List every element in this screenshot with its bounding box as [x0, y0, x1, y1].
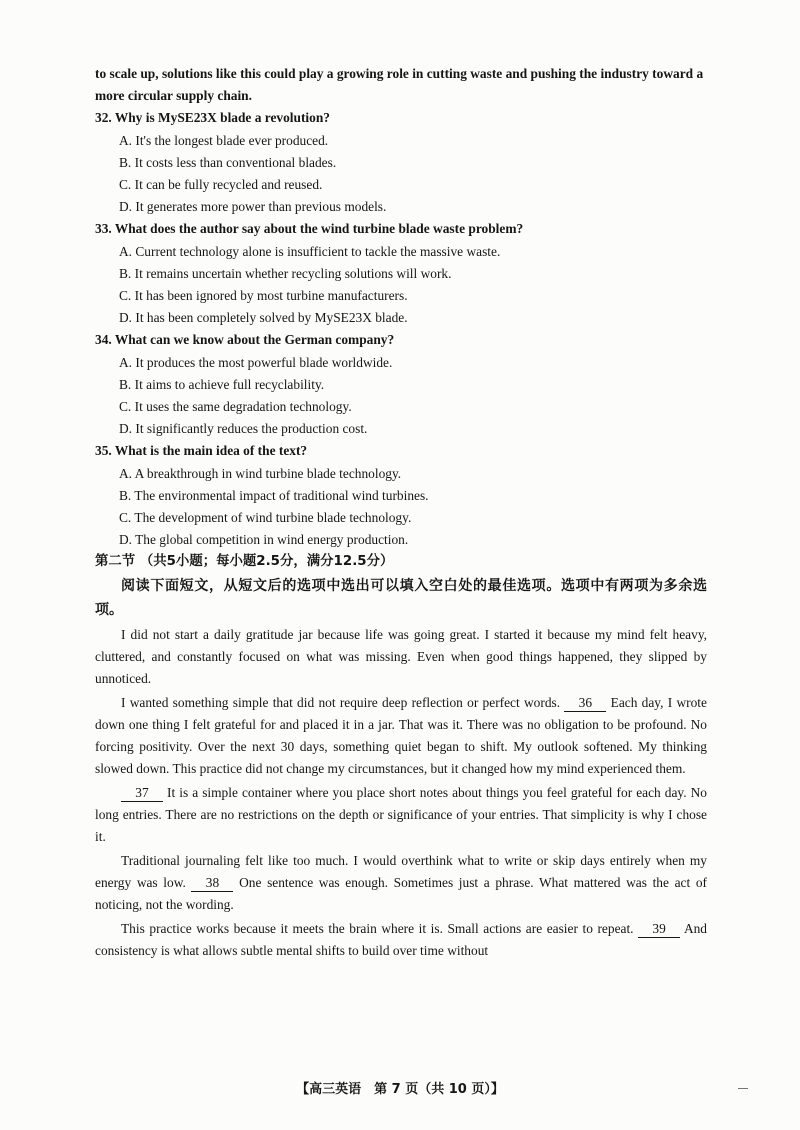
- passage-paragraph-3: [95, 782, 707, 848]
- option-c: C. It can be fully recycled and reused.: [119, 177, 323, 193]
- passage-paragraph-1: I did not start a daily gratitude jar because life was going great. I started it because my mind felt heavy, cluttered, and constantly focused on what was missing. Even when good things happened, they slipped by unnoticed.: [95, 626, 707, 686]
- option-c: C. The development of wind turbine blade technology.: [119, 510, 412, 526]
- scan-mark: [738, 1088, 748, 1089]
- option-d: D. It significantly reduces the production cost.: [119, 421, 368, 437]
- paragraph-text: Traditional journaling felt like too much. I would overthink what to write or skip days entirely when my energy was low.: [95, 852, 707, 890]
- cloze-passage: [95, 624, 707, 962]
- option-d: D. It generates more power than previous models.: [119, 199, 387, 215]
- blank-36: 36: [564, 695, 606, 712]
- paragraph-text: And consistency is what allows subtle mental shifts to build over time without: [95, 920, 707, 958]
- question-33: [95, 218, 707, 329]
- option-b: B. It costs less than conventional blades.: [119, 154, 337, 170]
- question-stem: 34. What can we know about the German company?: [95, 332, 395, 348]
- page-content: [95, 63, 707, 962]
- question-stem: 33. What does the author say about the wind turbine blade waste problem?: [95, 221, 524, 237]
- paragraph-text: Each day, I wrote down one thing I felt grateful for and placed it in a jar. That was it. There was no obligation to be profound. No forcing positivity. Over the next 30 days, something quiet began to shift. My outlook softened. My thinking slowed down. This practice did not change my circumstances, but it changed how my mind experienced them.: [95, 694, 707, 776]
- paragraph-text: One sentence was enough. Sometimes just a phrase. What mattered was the act of noticing, not the wording.: [95, 874, 707, 912]
- section-instructions: 阅读下面短文，从短文后的选项中选出可以填入空白处的最佳选项。选项中有两项为多余选项。: [95, 577, 707, 618]
- question-stem: 32. Why is MySE23X blade a revolution?: [95, 110, 330, 126]
- page-footer: 【高三英语 第 7 页（共 10 页）】: [296, 1082, 504, 1097]
- section-heading: 第二节 （共5小题；每小题2.5分，满分12.5分）: [95, 554, 394, 570]
- option-b: B. The environmental impact of traditional wind turbines.: [119, 487, 429, 503]
- blank-37: 37: [121, 785, 163, 802]
- question-35: [95, 440, 707, 551]
- passage-paragraph-2: [95, 692, 707, 780]
- option-d: D. It has been completely solved by MySE23X blade.: [119, 310, 408, 326]
- passage-paragraph-5: [95, 918, 707, 962]
- option-a: A. Current technology alone is insufficient to tackle the massive waste.: [119, 243, 501, 259]
- option-b: B. It aims to achieve full recyclability.: [119, 376, 325, 392]
- paragraph-text: I wanted something simple that did not require deep reflection or perfect words.: [121, 694, 561, 710]
- option-a: A. A breakthrough in wind turbine blade technology.: [119, 465, 402, 481]
- option-c: C. It has been ignored by most turbine manufacturers.: [119, 288, 408, 304]
- question-32: [95, 107, 707, 218]
- paragraph-text: It is a simple container where you place short notes about things you feel grateful for each day. No long entries. There are no restrictions on the depth or significance of your entries. That simplicity is why I chose it.: [95, 784, 707, 844]
- option-c: C. It uses the same degradation technology.: [119, 399, 352, 415]
- carryover-text: to scale up, solutions like this could play a growing role in cutting waste and pushing the industry toward a more circular supply chain.: [95, 66, 704, 104]
- option-d: D. The global competition in wind energy production.: [119, 532, 409, 548]
- blank-39: 39: [638, 921, 680, 938]
- option-a: A. It produces the most powerful blade worldwide.: [119, 354, 393, 370]
- paragraph-text: This practice works because it meets the brain where it is. Small actions are easier to repeat.: [121, 920, 634, 936]
- question-stem: 35. What is the main idea of the text?: [95, 443, 308, 459]
- blank-38: 38: [191, 875, 233, 892]
- question-34: [95, 329, 707, 440]
- option-b: B. It remains uncertain whether recycling solutions will work.: [119, 265, 452, 281]
- passage-paragraph-4: [95, 850, 707, 916]
- option-a: A. It's the longest blade ever produced.: [119, 132, 329, 148]
